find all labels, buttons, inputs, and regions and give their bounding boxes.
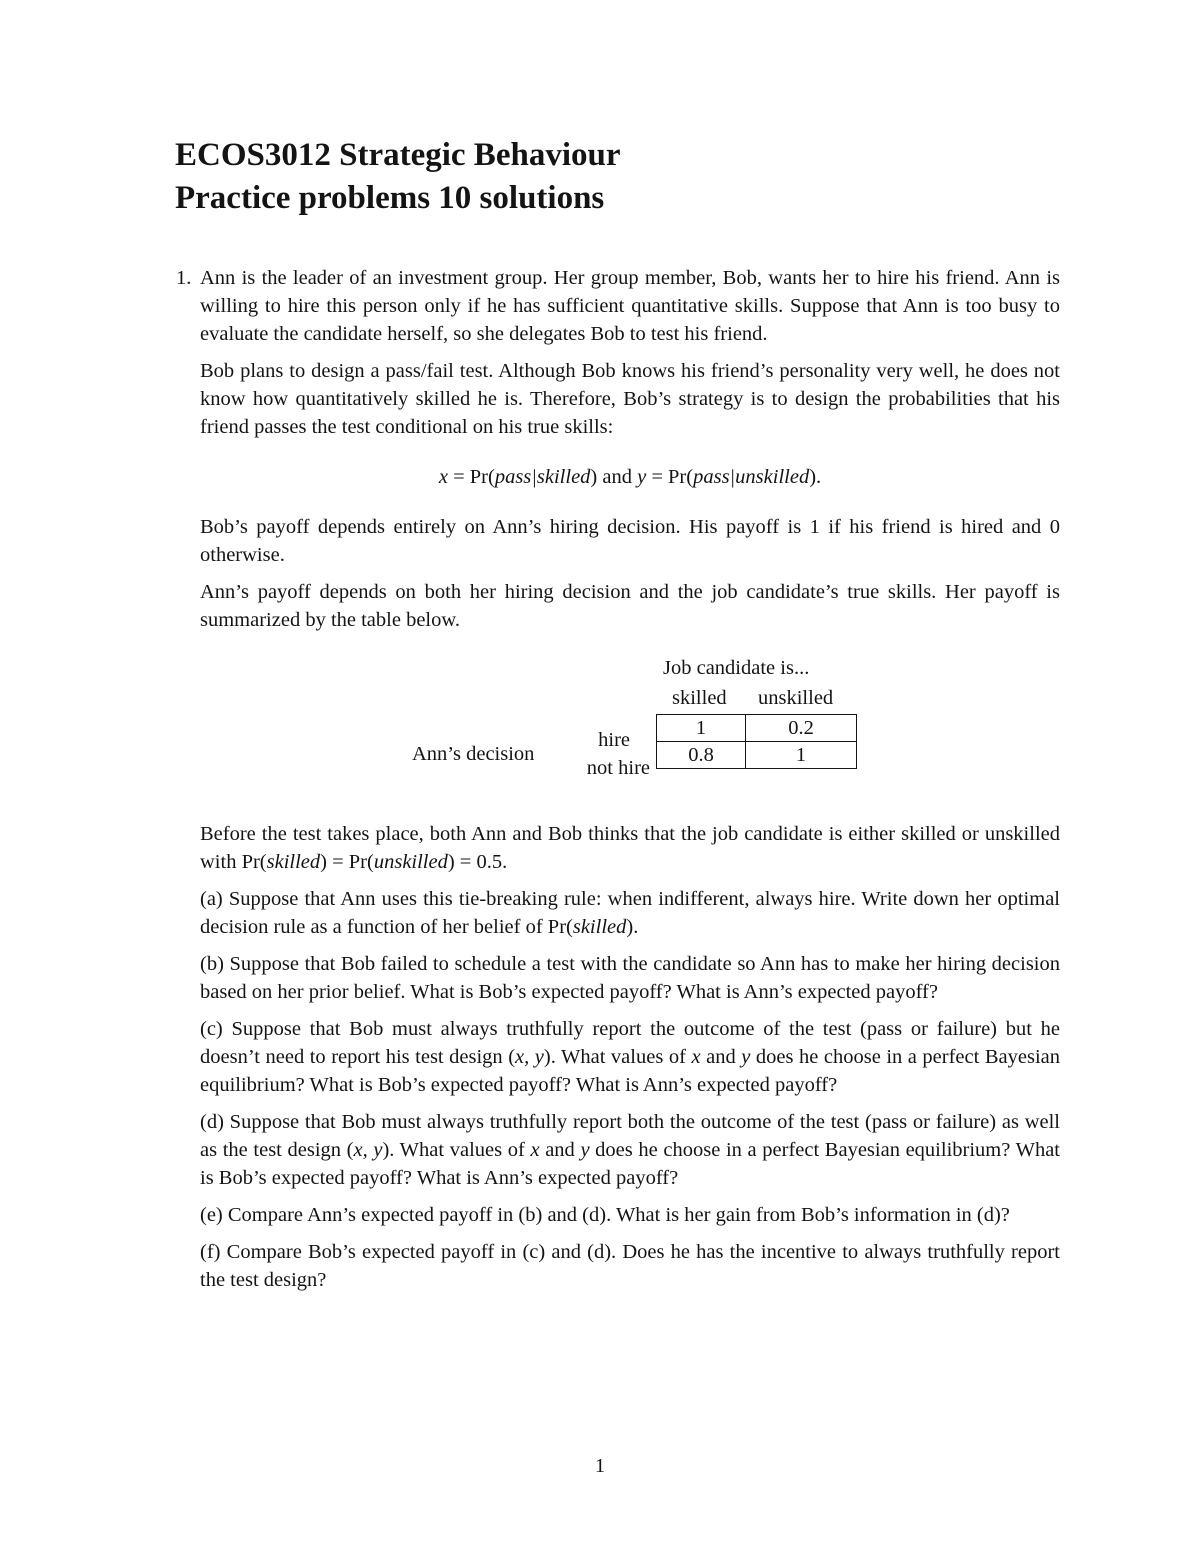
row-label-hire: hire: [598, 729, 630, 751]
cell-hire-unskilled: 0.2: [746, 715, 857, 742]
probability-formula: x = Pr(pass|skilled) and y = Pr(pass|unskilled).: [438, 466, 822, 488]
part-d: (d) Suppose that Bob must always truthfully report both the outcome of the test (pass or failure) as well as the test design (x, y). What values of x and y does he choose in a perfect Bayesian equilibrium? What is Bob’s expected payoff? What is Ann’s expected payoff?: [200, 1111, 1060, 1189]
part-b: (b) Suppose that Bob failed to schedule a test with the candidate so Ann has to make her hiring decision based on her prior belief. What is Bob’s expected payoff? What is Ann’s expected payoff?: [200, 953, 1060, 1003]
problem-number: 1.: [176, 267, 192, 289]
col-header-skilled: skilled: [672, 687, 727, 709]
cell-hire-skilled: 1: [657, 715, 746, 742]
ann-payoff-text: Ann’s payoff depends on both her hiring decision and the job candidate’s true skills. Her payoff is summarized by the table below.: [200, 581, 1060, 631]
part-f: (f) Compare Bob’s expected payoff in (c) and (d). Does he has the incentive to always truthfully report the test design?: [200, 1241, 1060, 1291]
table-row: [657, 742, 857, 769]
problem-test-design: Bob plans to design a pass/fail test. Although Bob knows his friend’s personality very well, he does not know how quantitatively skilled he is. Therefore, Bob’s strategy is to design the probabilities that his friend passes the test conditional on his true skills:: [200, 360, 1060, 438]
payoff-grid: [656, 714, 857, 769]
bob-payoff-text: Bob’s payoff depends entirely on Ann’s hiring decision. His payoff is 1 if his friend is hired and 0 otherwise.: [200, 516, 1060, 566]
cell-nothire-skilled: 0.8: [657, 742, 746, 769]
title-subtitle: Practice problems 10 solutions: [175, 180, 605, 216]
row-label-not-hire: not hire: [586, 757, 650, 779]
part-e: (e) Compare Ann’s expected payoff in (b) and (d). What is her gain from Bob’s information in (d)?: [200, 1204, 1010, 1226]
table-caption: Job candidate is...: [663, 657, 810, 679]
title-course: ECOS3012 Strategic Behaviour: [175, 137, 621, 173]
row-group-label: Ann’s decision: [412, 743, 535, 765]
problem-body: [200, 264, 1060, 1303]
page-number: 1: [594, 1455, 606, 1477]
document-title: [175, 134, 620, 220]
table-row: [657, 715, 857, 742]
part-c: (c) Suppose that Bob must always truthfully report the outcome of the test (pass or failure) but he doesn’t need to report his test design (x, y). What values of x and y does he choose in a perfect Bayesian equilibrium? What is Bob’s expected payoff? What is Ann’s expected payoff?: [200, 1018, 1060, 1096]
prior-belief-text: Before the test takes place, both Ann and Bob thinks that the job candidate is either skilled or unskilled with Pr(skilled) = Pr(unskilled) = 0.5.: [200, 823, 1060, 873]
payoff-table: [200, 652, 1060, 802]
col-header-unskilled: unskilled: [758, 687, 834, 709]
cell-nothire-unskilled: 1: [746, 742, 857, 769]
part-a: (a) Suppose that Ann uses this tie-breaking rule: when indifferent, always hire. Write down her optimal decision rule as a function of her belief of Pr(skilled).: [200, 888, 1060, 938]
problem-intro: Ann is the leader of an investment group. Her group member, Bob, wants her to hire his friend. Ann is willing to hire this person only if he has sufficient quantitative skills. Suppose that Ann is too busy to evaluate the candidate herself, so she delegates Bob to test his friend.: [200, 267, 1060, 345]
